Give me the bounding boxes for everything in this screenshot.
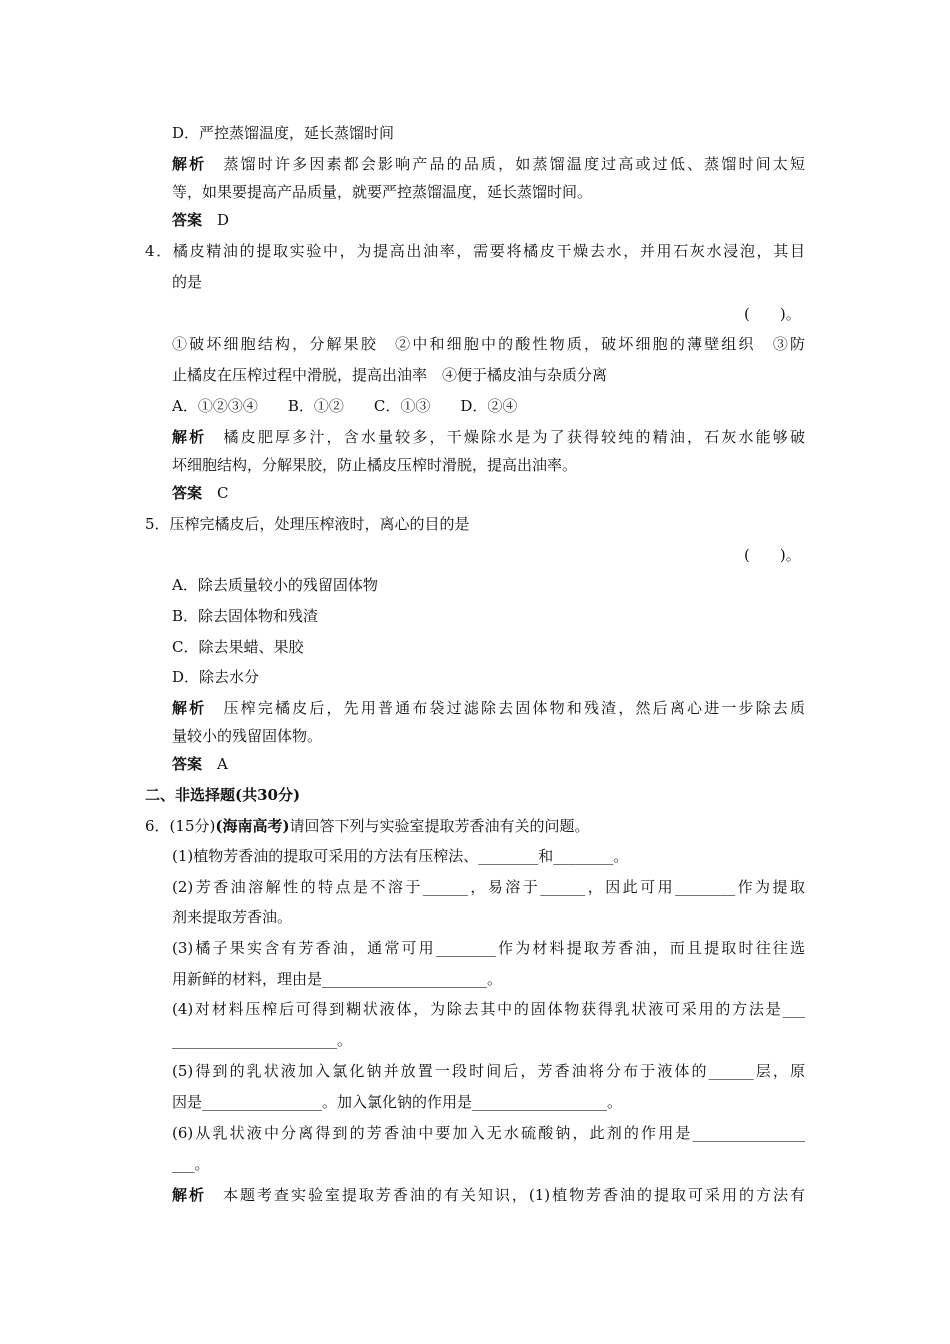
q6-source: (海南高考) xyxy=(215,817,290,835)
q3-answer-line xyxy=(172,210,229,230)
q6-part-2-line-1: (2)芳香油溶解性的特点是不溶于______，易溶于______，因此可用________作为提取 xyxy=(172,878,805,896)
q4-analysis-line-1 xyxy=(172,427,805,447)
q4-analysis-text-1: 橘皮肥厚多汁，含水量较多，干燥除水是为了获得较纯的精油，石灰水能够破 xyxy=(223,428,805,446)
q6-part-5-line-1: (5)得到的乳状液加入氯化钠并放置一段时间后，芳香油将分布于液体的______层，原 xyxy=(172,1062,805,1080)
q5-analysis-label: 解析 xyxy=(172,699,207,717)
q6-number: 6． xyxy=(145,817,170,835)
q5-answer-line xyxy=(172,754,228,774)
q5-stem: 5．压榨完橘皮后，处理压榨液时，离心的目的是 xyxy=(145,515,470,533)
q4-analysis-line-2: 坏细胞结构，分解果胶，防止橘皮压榨时滑脱，提高出油率。 xyxy=(172,456,578,474)
q5-analysis-line-1 xyxy=(172,698,805,718)
q5-answer-bracket: ( )。 xyxy=(744,546,801,564)
q5-option-a: A．除去质量较小的残留固体物 xyxy=(172,576,378,594)
q4-answer-bracket: ( )。 xyxy=(744,305,801,323)
q6-part-4-line-1: (4)对材料压榨后可得到糊状液体，为除去其中的固体物获得乳状液可采用的方法是___ xyxy=(172,1000,805,1018)
q3-analysis-label: 解析 xyxy=(172,155,207,173)
q5-answer-label: 答案 xyxy=(172,755,203,773)
q6-part-5-line-2: 因是________________。加入氯化钠的作用是__________________。 xyxy=(172,1093,623,1111)
q3-analysis-line-1 xyxy=(172,154,805,174)
q4-stem-line-1: 4．橘皮精油的提取实验中，为提高出油率，需要将橘皮干燥去水，并用石灰水浸泡，其目 xyxy=(145,242,805,260)
q5-analysis-line-2: 量较小的残留固体物。 xyxy=(172,727,323,745)
q4-options: A．①②③④ B．①② C．①③ D．②④ xyxy=(172,397,518,415)
q4-items-line-1: ①破坏细胞结构，分解果胶 ②中和细胞中的酸性物质，破坏细胞的薄壁组织 ③防 xyxy=(172,335,805,353)
q6-analysis-text-1: 本题考查实验室提取芳香油的有关知识，(1)植物芳香油的提取可采用的方法有 xyxy=(222,1186,805,1204)
q4-stem-line-2: 的是 xyxy=(172,273,203,291)
q4-answer-line xyxy=(172,483,229,503)
q5-option-d: D．除去水分 xyxy=(172,668,260,686)
q6-part-6-line-2: ___。 xyxy=(172,1155,210,1173)
q6-part-6-line-1: (6)从乳状液中分离得到的芳香油中要加入无水硫酸钠，此剂的作用是_______________ xyxy=(172,1124,805,1142)
q6-part-4-line-2: ______________________。 xyxy=(172,1031,353,1049)
q6-analysis-line-1 xyxy=(172,1185,805,1205)
q3-option-d: D．严控蒸馏温度，延长蒸馏时间 xyxy=(172,124,395,142)
q4-answer-label: 答案 xyxy=(172,484,203,502)
section-heading: 二、非选择题(共30分) xyxy=(145,786,301,804)
q6-part-3-line-2: 用新鲜的材料，理由是______________________。 xyxy=(172,970,503,988)
q5-option-c: C．除去果蜡、果胶 xyxy=(172,638,304,656)
q3-answer-label: 答案 xyxy=(172,211,203,229)
q4-analysis-label: 解析 xyxy=(172,428,207,446)
q6-stem xyxy=(145,816,590,836)
q4-answer-value: C xyxy=(217,484,229,502)
q5-analysis-text-1: 压榨完橘皮后，先用普通布袋过滤除去固体物和残渣，然后离心进一步除去质 xyxy=(223,699,805,717)
q6-analysis-label: 解析 xyxy=(172,1186,206,1204)
q6-part-1: (1)植物芳香油的提取可采用的方法有压榨法、________和________。 xyxy=(172,847,629,865)
q5-option-b: B．除去固体物和残渣 xyxy=(172,607,319,625)
q4-items-line-2: 止橘皮在压榨过程中滑脱，提高出油率 ④便于橘皮油与杂质分离 xyxy=(172,366,608,384)
q5-answer-value: A xyxy=(217,755,228,773)
q3-analysis-line-2: 等，如果要提高产品质量，就要严控蒸馏温度，延长蒸馏时间。 xyxy=(172,183,593,201)
q3-answer-value: D xyxy=(217,211,230,229)
q6-points: (15分) xyxy=(169,817,216,835)
q6-part-2-line-2: 剂来提取芳香油。 xyxy=(172,908,293,926)
q3-analysis-text-1: 蒸馏时许多因素都会影响产品的品质，如蒸馏温度过高或过低、蒸馏时间太短 xyxy=(223,155,805,173)
q6-part-3-line-1: (3)橘子果实含有芳香油，通常可用________作为材料提取芳香油，而且提取时往往选 xyxy=(172,939,805,957)
q6-stem-text: 请回答下列与实验室提取芳香油有关的问题。 xyxy=(289,817,590,835)
